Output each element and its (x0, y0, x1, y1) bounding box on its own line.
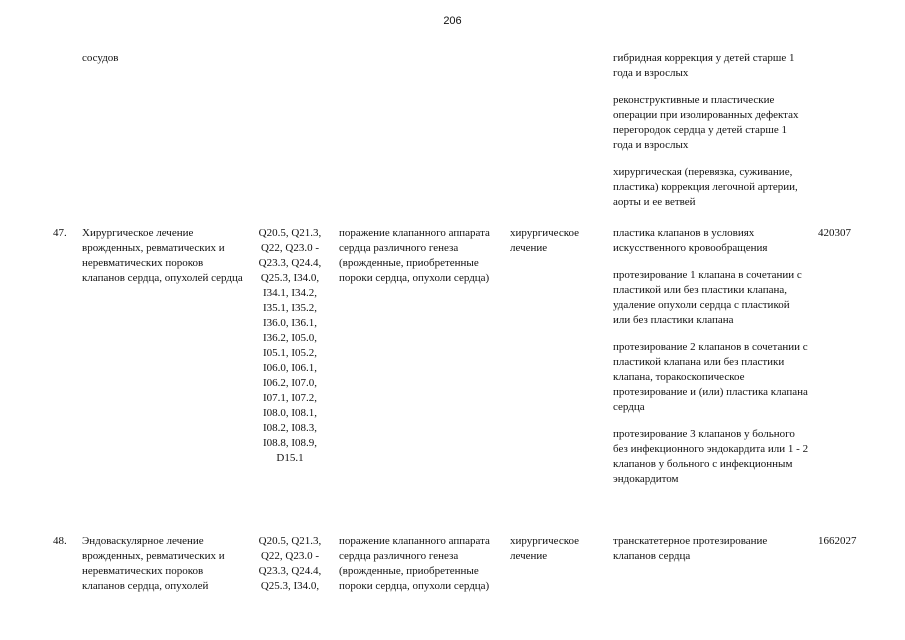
method-item: протезирование 1 клапана в сочетании с пластикой или без пластики клапана, удаление опухоли сердца с пластикой или без пластики клапана (613, 269, 802, 326)
row-cost: 420307 (818, 227, 851, 239)
row-model: поражение клапанного аппарата сердца различного генеза (врожденные, приобретенные пороки сердца, опухоли сердца) (339, 535, 490, 592)
page-number: 206 (443, 15, 462, 27)
row-name: Хирургическое лечение врожденных, ревматических и неревматических пороков клапанов сердца, опухолей сердца (82, 227, 243, 284)
carryover-name-tail: сосудов (82, 52, 119, 64)
row-codes: Q20.5, Q21.3, Q22, Q23.0 - Q23.3, Q24.4, Q25.3, I34.0, I34.1, I34.2, I35.1, I35.2, I36.0, I36.1, I36.2, I05.0, I05.1, I05.2, I06.0, I06.1, I06.2, I07.0, I07.1, I07.2, I08.0, I08.1, I08.2, I08.3, I08.8, I08.9, D15.1 (258, 227, 322, 464)
row-methods (613, 226, 809, 487)
method-item: гибридная коррекция у детей старше 1 года и взрослых (613, 52, 795, 79)
row-number: 48. (53, 535, 67, 547)
method-item: транскатетерное протезирование клапанов сердца (613, 535, 768, 562)
row-methods (613, 534, 809, 564)
method-item: хирургическая (перевязка, суживание, пластика) коррекция легочной артерии, аорты и ее ветвей (613, 166, 798, 208)
row-treatment-type: хирургическое лечение (510, 535, 580, 562)
row-model: поражение клапанного аппарата сердца различного генеза (врожденные, приобретенные пороки сердца, опухоли сердца) (339, 227, 490, 284)
method-item: пластика клапанов в условиях искусственного кровообращения (613, 227, 768, 254)
row-cost: 1662027 (818, 535, 857, 547)
row-treatment-type: хирургическое лечение (510, 227, 580, 254)
row-number: 47. (53, 227, 67, 239)
row-codes: Q20.5, Q21.3, Q22, Q23.0 - Q23.3, Q24.4, Q25.3, I34.0, (258, 535, 322, 592)
method-item: протезирование 2 клапанов в сочетании с пластикой клапана или без пластики клапана, торакоскопическое протезирование и (или) пластика клапана сердца (613, 341, 808, 413)
method-item: реконструктивные и пластические операции при изолированных дефектах перегородок сердца у детей старше 1 года и взрослых (613, 94, 799, 151)
method-item: протезирование 3 клапанов у больного без инфекционного эндокардита или 1 - 2 клапанов у больного с инфекционным эндокардитом (613, 428, 809, 485)
row-name: Эндоваскулярное лечение врожденных, ревматических и неревматических пороков клапанов сердца, опухолей (82, 535, 225, 592)
carryover-methods (613, 51, 809, 210)
